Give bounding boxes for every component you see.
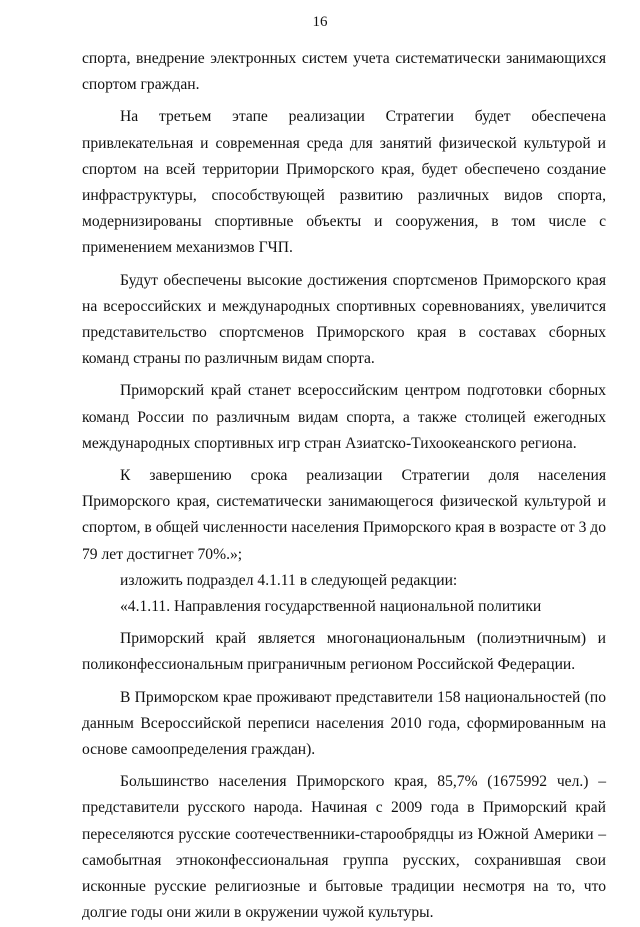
paragraph-amendment-instruction: изложить подраздел 4.1.11 в следующей редакции: — [120, 571, 458, 589]
paragraph-third-stage: На третьем этапе реализации Стратегии будет обеспечена привлекательная и современная среда для занятий физической культурой и спортом на всей территории Приморского края, будет обеспечено создание инфраструктуры, способствующей развитию различных видов спорта, модернизированы спортивные объекты и сооружения, в том числе с применением механизмов ГЧП. — [82, 108, 606, 257]
paragraph-sport-accounting: спорта, внедрение электронных систем учета систематически занимающихся спортом граждан. — [82, 50, 606, 94]
paragraph-achievements: Будут обеспечены высокие достижения спортсменов Приморского края на всероссийских и международных спортивных соревнованиях, увеличится представительство спортсменов Приморского края в составах сборных команд страны по различным видам спорта. — [82, 271, 606, 368]
section-heading-4-1-11: «4.1.11. Направления государственной национальной политики — [120, 598, 542, 616]
paragraph-nationalities: В Приморском крае проживают представители 158 национальностей (по данным Всероссийской переписи населения 2010 года, сформированным на основе самоопределения граждан). — [82, 688, 606, 759]
paragraph-training-center: Приморский край станет всероссийским центром подготовки сборных команд России по различным видам спорта, а также столицей ежегодных международных спортивных игр стран Азиатско-Тихоокеанского региона. — [82, 382, 606, 452]
paragraph-strategy-target: К завершению срока реализации Стратегии доля населения Приморского края, систематически занимающегося физической культурой и спортом, в общей численности населения Приморского края в возрасте от 3 до 79 лет достигнет 70%.»; — [82, 467, 606, 563]
paragraph-multinational: Приморский край является многонациональным (полиэтничным) и поликонфессиональным приграничным регионом Российской Федерации. — [82, 630, 606, 674]
page-number: 16 — [312, 14, 328, 30]
paragraph-russian-majority: Большинство населения Приморского края, 85,7% (1675992 чел.) – представители русского народа. Начиная с 2009 года в Приморский край переселяются русские соотечественники-старообрядцы из Южной Америки – самобытная этноконфессиональная группа русских, сохранившая свои исконные русские религиозные и бытовые традиции несмотря на то, что долгие годы они жили в окружении чужой культуры. — [82, 773, 606, 922]
document-body — [82, 46, 606, 927]
